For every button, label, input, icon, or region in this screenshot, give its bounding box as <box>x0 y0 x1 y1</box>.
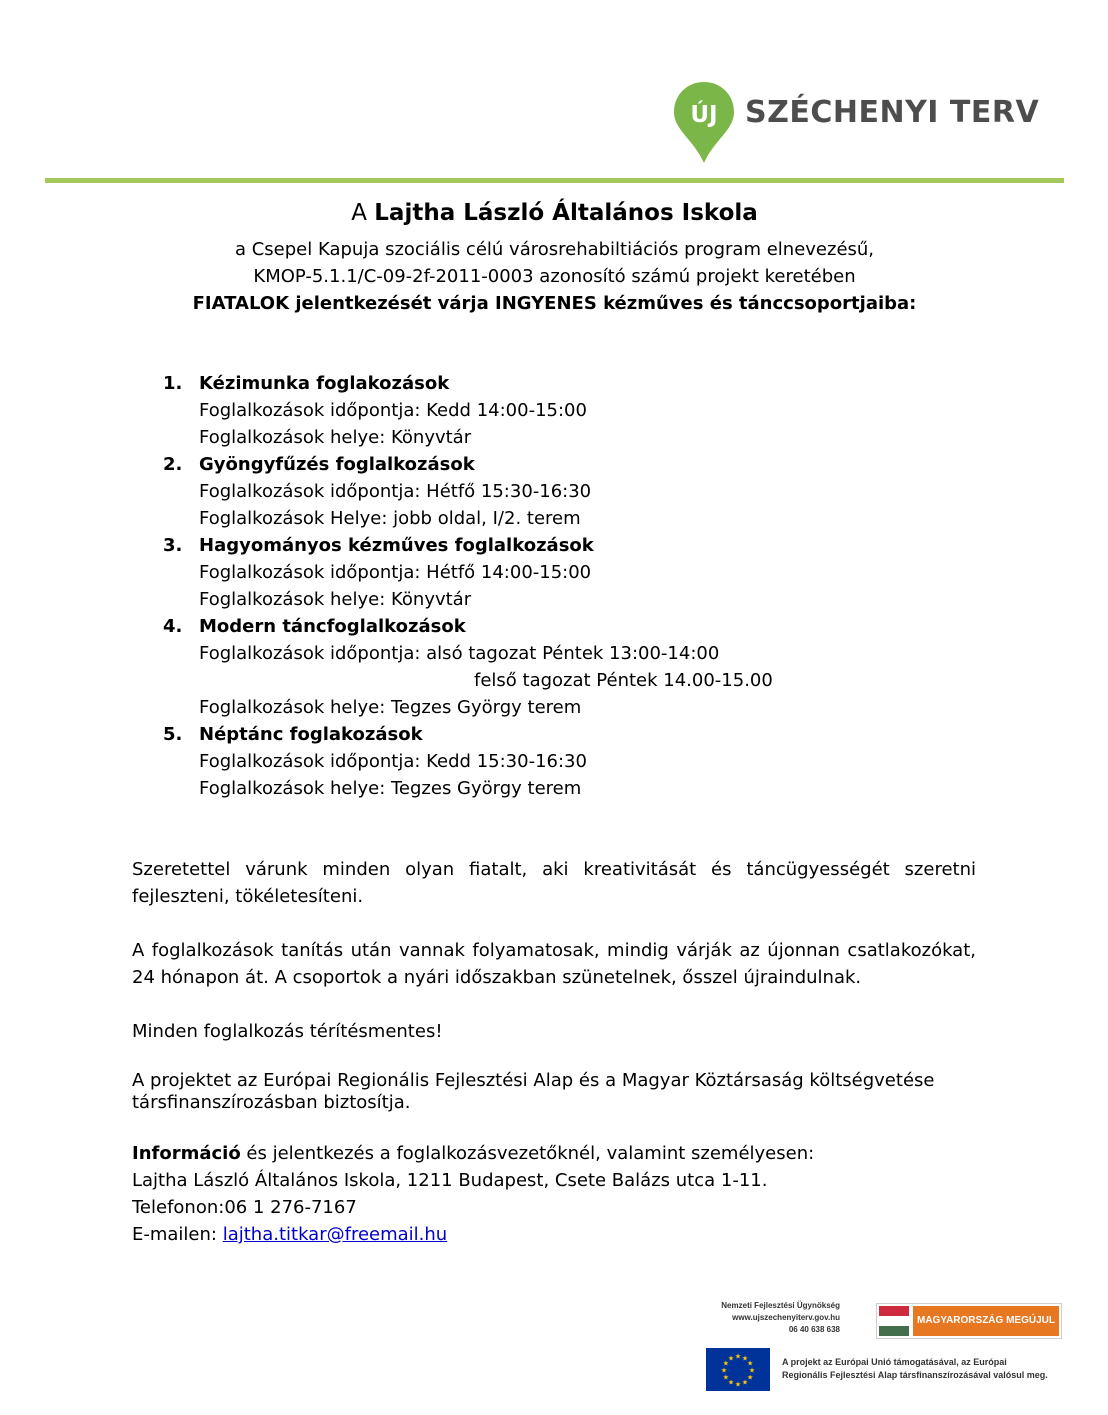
list-item <box>163 613 773 721</box>
subtitle-line-2: KMOP-5.1.1/C-09-2f-2011-0003 azonosító számú projekt keretében <box>253 266 856 287</box>
item-number: 4. <box>163 616 183 637</box>
star-icon: ★ <box>720 1367 728 1375</box>
eu-flag-icon <box>706 1348 770 1391</box>
school-address: Lajtha László Általános Iskola, 1211 Budapest, Csete Balázs utca 1-11. <box>132 1170 768 1191</box>
logo-pin-text: ÚJ <box>690 102 718 128</box>
item-name: Hagyományos kézműves foglalkozások <box>199 535 594 556</box>
magyarorszag-megujul-banner <box>876 1303 1062 1339</box>
map-pin-icon <box>672 80 736 165</box>
activity-list <box>163 370 773 802</box>
agency-name: Nemzeti Fejlesztési Ügynökség <box>721 1301 840 1310</box>
item-time: Foglalkozások időpontja: Hétfő 14:00-15:00 <box>199 562 592 583</box>
free-notice: Minden foglalkozás térítésmentes! <box>132 1021 443 1042</box>
item-time: Foglalkozások időpontja: Hétfő 15:30-16:30 <box>199 481 592 502</box>
header-divider <box>45 178 1064 183</box>
item-number: 2. <box>163 454 183 475</box>
hungarian-flag-icon <box>879 1306 909 1336</box>
star-icon: ★ <box>741 1379 749 1387</box>
item-number: 1. <box>163 373 183 394</box>
szechenyi-terv-logo <box>672 80 1040 165</box>
item-place: Foglalkozások helye: Tegzes György terem <box>199 697 582 718</box>
star-icon: ★ <box>722 1374 730 1382</box>
banner-text: MAGYARORSZÁG MEGÚJUL <box>913 1306 1059 1336</box>
funding-paragraph: A projektet az Európai Regionális Fejlesztési Alap és a Magyar Köztársaság költségvetése társfinanszírozásban biztosítja. <box>132 1070 935 1113</box>
subtitle-line-1: a Csepel Kapuja szociális célú városrehabiltiációs program elnevezésű, <box>234 239 875 260</box>
star-icon: ★ <box>727 1355 735 1363</box>
list-item <box>163 532 773 613</box>
list-item <box>163 370 773 451</box>
item-place: Foglalkozások helye: Tegzes György terem <box>199 778 582 799</box>
star-icon: ★ <box>727 1379 735 1387</box>
schedule-paragraph: A foglalkozások tanítás után vannak folyamatosak, mindig várják az újonnan csatlakozókat, 24 hónapon át. A csoportok a nyári időszakban szünetelnek, ősszel újraindulnak. <box>132 940 976 988</box>
item-time-2: felső tagozat Péntek 14.00-15.00 <box>474 670 773 691</box>
star-icon: ★ <box>734 1353 742 1361</box>
eu-stars-icon <box>706 1348 770 1391</box>
list-item <box>163 451 773 532</box>
eu-funding-note <box>782 1356 1062 1382</box>
agency-website: www.ujszechenyiterv.gov.hu <box>732 1313 840 1322</box>
email-label: E-mailen: <box>132 1224 223 1245</box>
star-icon: ★ <box>741 1355 749 1363</box>
eu-note-line-1: A projekt az Európai Unió támogatásával, az Európai <box>782 1357 1007 1367</box>
star-icon: ★ <box>734 1381 742 1389</box>
contact-block <box>132 1140 976 1248</box>
welcome-paragraph: Szeretettel várunk minden olyan fiatalt, aki kreativitását és táncügyességét szeretni fejleszteni, tökéletesíteni. <box>132 859 976 907</box>
star-icon: ★ <box>746 1360 754 1368</box>
item-place: Foglalkozások Helye: jobb oldal, I/2. terem <box>199 508 581 529</box>
item-place: Foglalkozások helye: Könyvtár <box>199 427 472 448</box>
agency-phone: 06 40 638 638 <box>788 1325 840 1334</box>
email-link[interactable]: lajtha.titkar@freemail.hu <box>222 1224 448 1245</box>
phone-line: Telefonon:06 1 276-7167 <box>132 1197 357 1218</box>
item-name: Kézimunka foglakozások <box>199 373 450 394</box>
item-number: 3. <box>163 535 183 556</box>
item-place: Foglalkozások helye: Könyvtár <box>199 589 472 610</box>
eu-note-line-2: Regionális Fejlesztési Alap társfinanszírozásával valósul meg. <box>782 1370 1048 1380</box>
list-item <box>163 721 773 802</box>
page-title <box>45 200 1064 226</box>
info-label: Információ <box>132 1143 241 1164</box>
item-number: 5. <box>163 724 183 745</box>
item-name: Gyöngyfűzés foglalkozások <box>199 454 475 475</box>
logo-brand-text: SZÉCHENYI TERV <box>745 95 1040 130</box>
subtitle-line-3: FIATALOK jelentkezését várja INGYENES kézműves és tánccsoportjaiba: <box>192 293 917 314</box>
title-school: Lajtha László Általános Iskola <box>374 200 758 226</box>
star-icon: ★ <box>722 1360 730 1368</box>
star-icon: ★ <box>748 1367 756 1375</box>
item-time: Foglalkozások időpontja: Kedd 14:00-15:00 <box>199 400 587 421</box>
title-prefix: A <box>351 200 367 226</box>
item-time: Foglalkozások időpontja: alsó tagozat Péntek 13:00-14:00 <box>199 643 720 664</box>
star-icon: ★ <box>746 1374 754 1382</box>
agency-block <box>700 1300 840 1336</box>
info-text: és jelentkezés a foglalkozásvezetőknél, valamint személyesen: <box>240 1143 815 1164</box>
item-time: Foglalkozások időpontja: Kedd 15:30-16:30 <box>199 751 587 772</box>
item-name: Néptánc foglakozások <box>199 724 423 745</box>
item-name: Modern táncfoglalkozások <box>199 616 466 637</box>
